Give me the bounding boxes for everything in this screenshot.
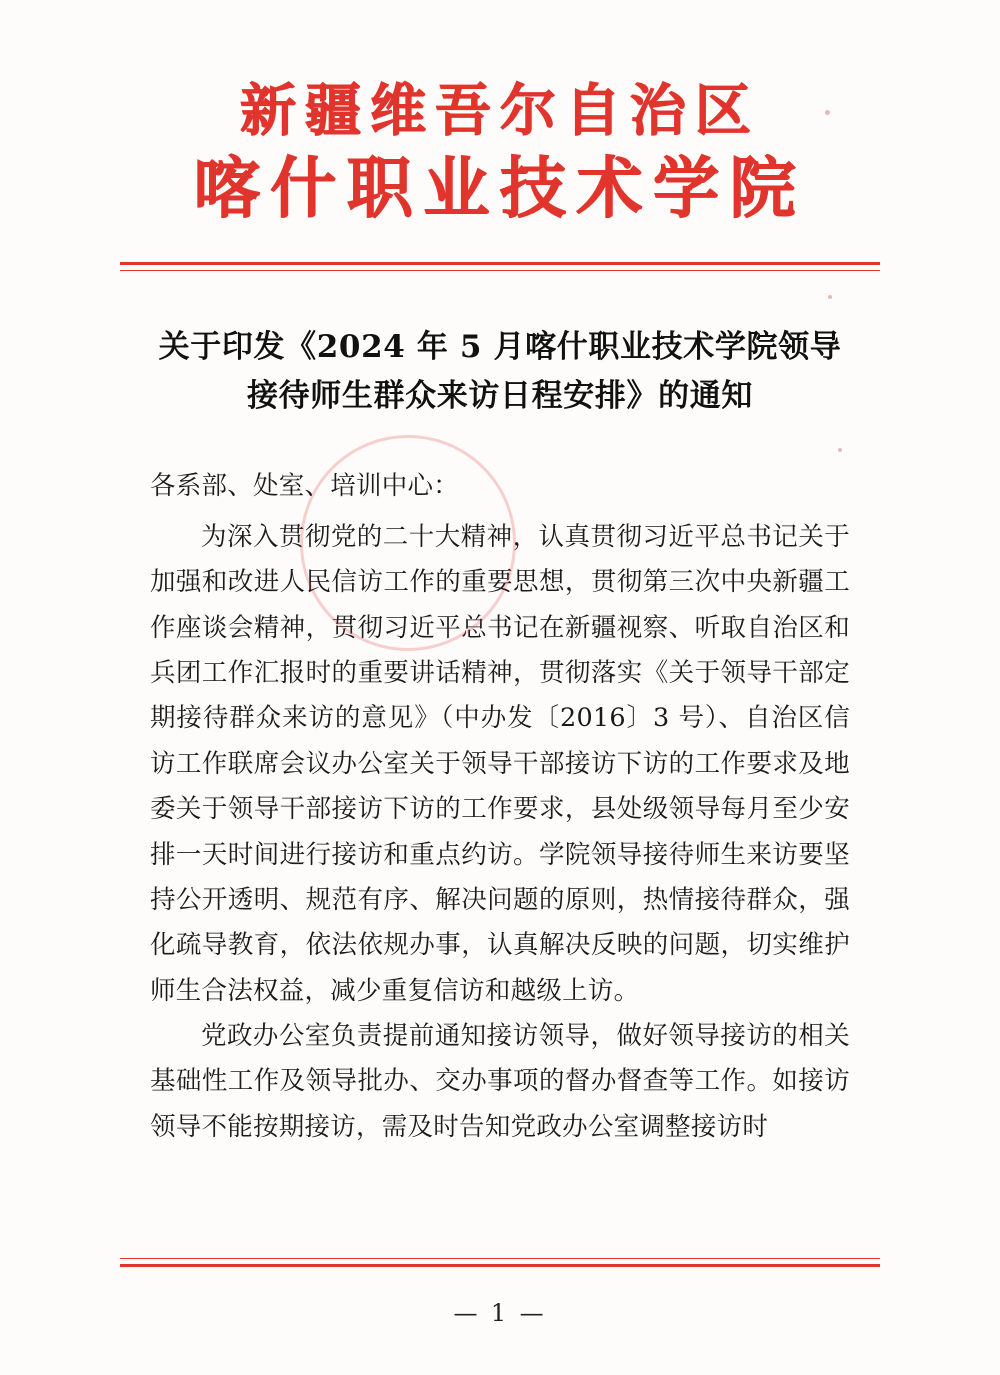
document-body — [150, 464, 850, 1151]
letterhead — [0, 78, 1000, 228]
divider-thick-line — [120, 262, 880, 265]
scan-speck — [838, 448, 842, 452]
footer-divider-thin-line — [120, 1258, 880, 1260]
page-number: — 1 — — [453, 1299, 547, 1327]
salutation: 各系部、处室、培训中心： — [150, 470, 460, 501]
body-paragraph-1: 为深入贯彻党的二十大精神，认真贯彻习近平总书记关于加强和改进人民信访工作的重要思想，贯彻第三次中央新疆工作座谈会精神，贯彻习近平总书记在新疆视察、听取自治区和兵团工作汇报时的重要讲话精神，贯彻落实《关于领导干部定期接待群众来访的意见》（中办发〔2016〕3 号）、自治区信访工作联席会议办公室关于领导干部接访下访的工作要求及地委关于领导干部接访下访的工作要求，县处级领导每月至少安排一天时间进行接访和重点约访。学院领导接待师生来访要坚持公开透明、规范有序、解决问题的原则，热情接待群众，强化疏导教育，依法依规办事，认真解决反映的问题，切实维护师生合法权益，减少重复信访和越级上访。 — [150, 521, 850, 1006]
letterhead-line-1: 新疆维吾尔自治区 — [240, 78, 760, 144]
letterhead-line-2: 喀什职业技术学院 — [193, 149, 807, 228]
document-title: 关于印发《2024 年 5 月喀什职业技术学院领导接待师生群众来访日程安排》的通知 — [158, 329, 842, 414]
body-paragraph-2: 党政办公室负责提前通知接访领导，做好领导接访的相关基础性工作及领导批办、交办事项的督办督查等工作。如接访领导不能按期接访，需及时告知党政办公室调整接访时 — [150, 1021, 850, 1142]
footer-divider — [120, 1258, 880, 1268]
footer-divider-thick-line — [120, 1264, 880, 1267]
divider-thin-line — [120, 270, 880, 272]
letterhead-divider — [120, 262, 880, 272]
scan-speck — [828, 295, 832, 299]
